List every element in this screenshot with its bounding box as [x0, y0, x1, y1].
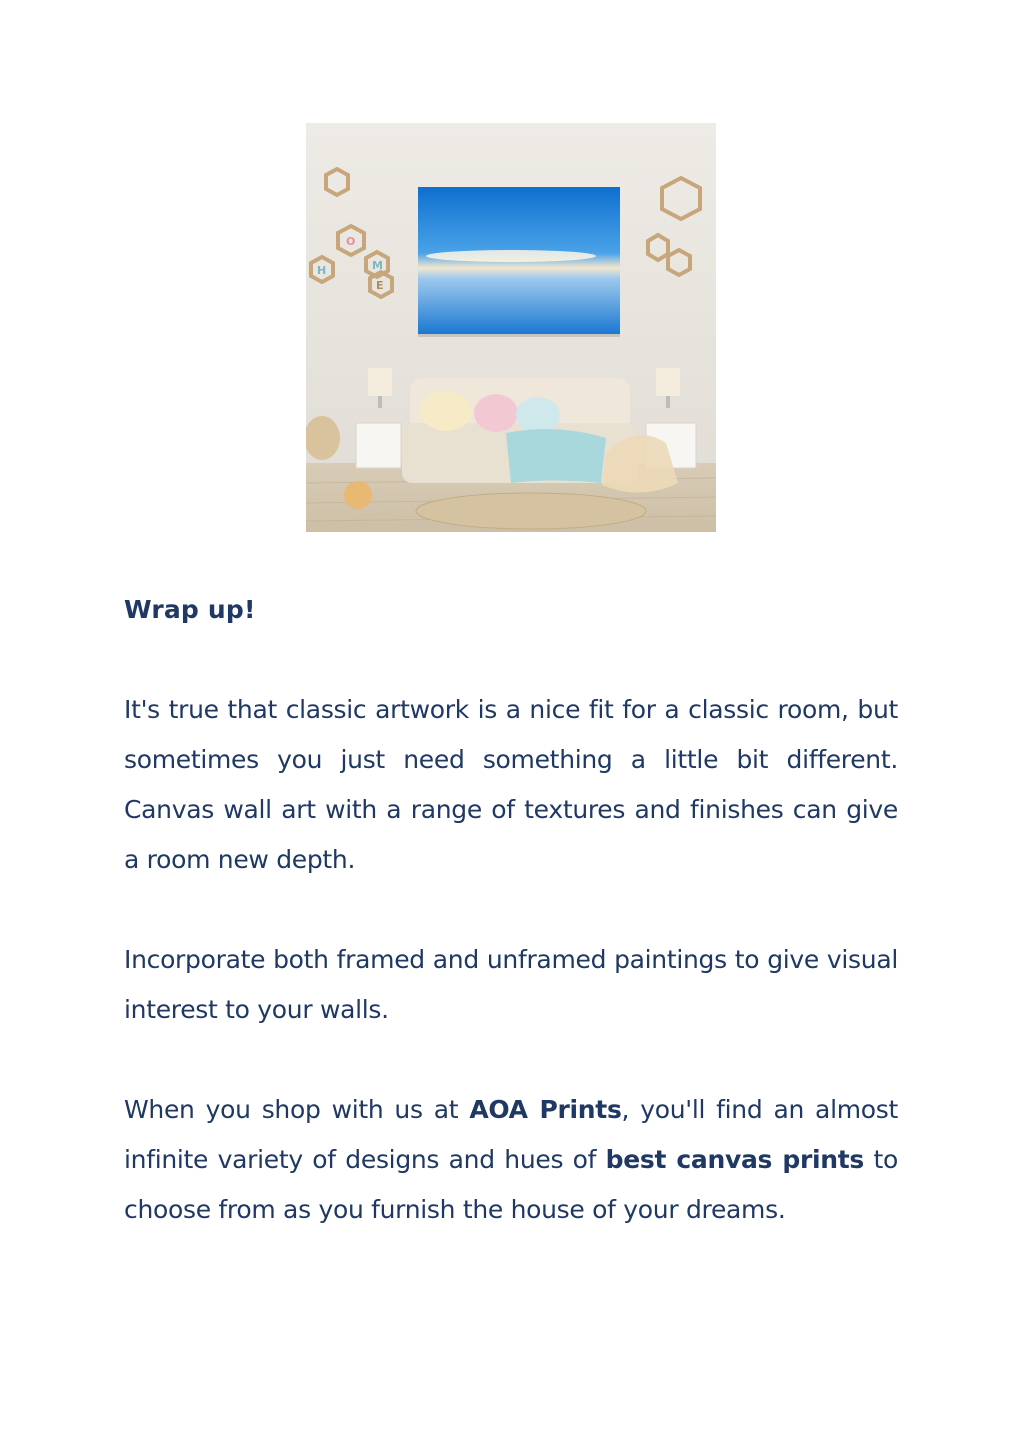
paragraph-intro: It's true that classic artwork is a nice fit for a classic room, but sometimes you just need something a little bit different. Canvas wall art with a range of textures and finishes can give a room new depth. — [124, 695, 898, 874]
paragraph-shop-text-2: , you'll find an almost infinite variety of designs and hues of — [124, 1095, 898, 1174]
svg-text:E: E — [376, 279, 384, 292]
paragraph-framed: Incorporate both framed and unframed paintings to give visual interest to your walls. — [124, 945, 898, 1024]
paragraph-shop-text-3: to choose from as you furnish the house of your dreams. — [124, 1145, 898, 1224]
section-heading: Wrap up! — [124, 595, 256, 624]
svg-text:O: O — [346, 235, 356, 248]
brand-name: AOA Prints — [469, 1095, 622, 1124]
svg-text:M: M — [372, 259, 383, 272]
canvas-painting — [418, 187, 620, 337]
svg-text:H: H — [317, 264, 327, 277]
paragraph-shop-text-1: When you shop with us at — [124, 1095, 470, 1124]
best-canvas-prints-link[interactable]: best canvas prints — [605, 1145, 864, 1174]
paragraph-shop — [124, 1085, 898, 1235]
living-room-photo — [306, 123, 716, 532]
